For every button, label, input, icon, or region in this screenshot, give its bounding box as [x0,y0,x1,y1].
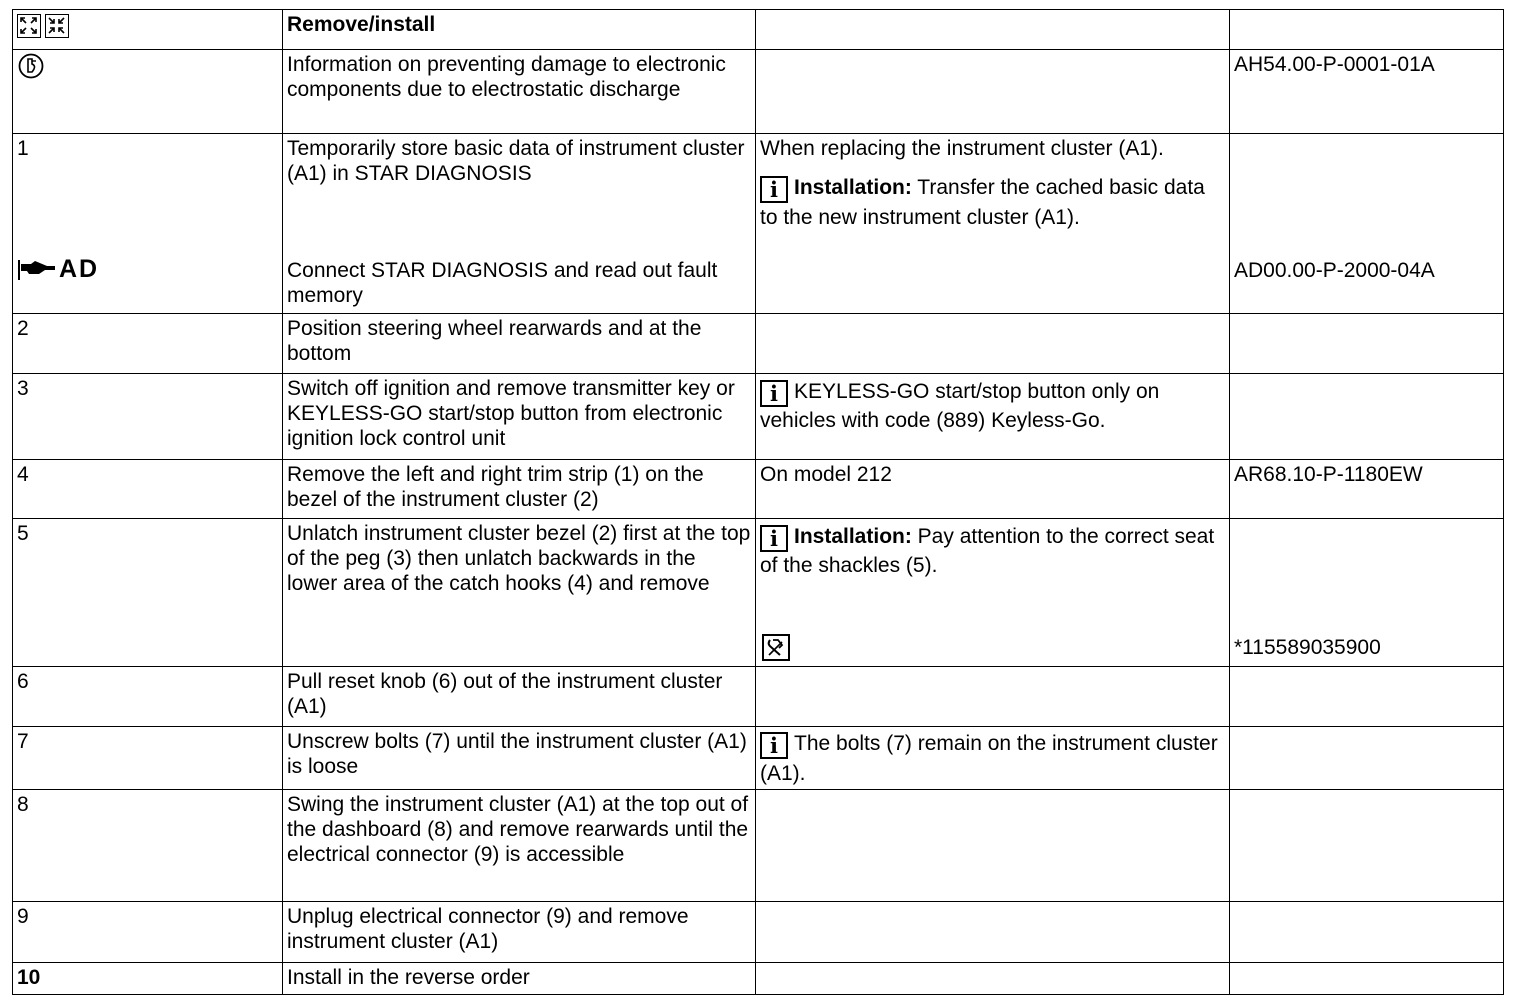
action-cell: Install in the reverse order [283,963,756,995]
info-label: Installation: [794,176,912,199]
step-number: 6 [13,667,283,727]
reference-cell [1230,963,1504,995]
info-icon: i [760,525,788,552]
note-cell [756,667,1230,727]
table-row [13,460,1504,519]
info-icon: i [760,176,788,203]
step-number: 4 [13,460,283,519]
reference-cell [1230,790,1504,902]
reference-cell [1230,519,1504,667]
step-number: 8 [13,790,283,902]
step-number: 7 [13,727,283,790]
action-cell [283,134,756,314]
note-cell [756,314,1230,374]
note-cell [756,374,1230,460]
step-cell [13,134,283,314]
tool-reference-link[interactable]: *115589035900 [1234,636,1381,659]
table-row [13,50,1504,134]
info-note [760,523,1225,579]
action-cell: Position steering wheel rearwards and at the bottom [283,314,756,374]
esd-warning-icon [17,52,45,80]
step-number: 2 [13,314,283,374]
info-label: Installation: [794,525,912,548]
header-icons-cell [13,10,283,50]
info-text: Transfer the cached basic data to the new instrument cluster (A1). [760,176,1205,229]
table-row [13,902,1504,963]
action-cell: Information on preventing damage to electronic components due to electrostatic discharge [283,50,756,134]
header-row [13,10,1504,50]
star-diagnosis-icon [17,257,99,282]
table-row [13,667,1504,727]
procedure-table [12,9,1504,995]
info-text: The bolts (7) remain on the instrument cluster (A1). [760,732,1218,785]
special-tool-icon [762,634,790,661]
note-cell [756,519,1230,667]
step-number: 10 [13,963,283,995]
action-text: Temporarily store basic data of instrument cluster (A1) in STAR DIAGNOSIS [287,137,745,185]
reference-cell [1230,727,1504,790]
note-cell [756,963,1230,995]
ad-label: AD [59,255,100,283]
reference-cell [1230,134,1504,314]
note-cell [756,902,1230,963]
info-text: KEYLESS-GO start/stop button only on vehicles with code (889) Keyless-Go. [760,380,1160,432]
reference-cell [1230,902,1504,963]
table-row [13,374,1504,460]
action-cell: Switch off ignition and remove transmitter key or KEYLESS-GO start/stop button from electronic ignition lock control unit [283,374,756,460]
reference-link[interactable]: AD00.00-P-2000-04A [1234,259,1435,282]
note-cell [756,50,1230,134]
note-text: When replacing the instrument cluster (A1). [760,137,1164,160]
action-cell: Pull reset knob (6) out of the instrument cluster (A1) [283,667,756,727]
reference-cell [1230,314,1504,374]
note-cell [756,134,1230,314]
step-number: 5 [13,519,283,667]
note-cell [756,727,1230,790]
action-cell: Remove the left and right trim strip (1) on the bezel of the instrument cluster (2) [283,460,756,519]
step-number: 1 [17,137,29,160]
step-number: 9 [13,902,283,963]
note-cell [756,790,1230,902]
table-row [13,727,1504,790]
collapse-icon[interactable] [45,14,69,38]
step-cell [13,50,283,134]
reference-link[interactable]: AR68.10-P-1180EW [1230,460,1504,519]
sub-action-text: Connect STAR DIAGNOSIS and read out fault memory [287,259,718,307]
action-cell: Swing the instrument cluster (A1) at the top out of the dashboard (8) and remove rearwards until the electrical connector (9) is accessible [283,790,756,902]
header-title: Remove/install [283,10,756,50]
info-text: Pay attention to the correct seat of the shackles (5). [760,525,1215,577]
table-row [13,790,1504,902]
header-note-cell [756,10,1230,50]
note-cell: On model 212 [756,460,1230,519]
table-row [13,519,1504,667]
info-icon: i [760,380,788,407]
table-row [13,314,1504,374]
info-note [760,173,1225,232]
info-icon: i [760,732,788,759]
reference-link[interactable]: AH54.00-P-0001-01A [1230,50,1504,134]
reference-cell [1230,667,1504,727]
action-cell: Unscrew bolts (7) until the instrument cluster (A1) is loose [283,727,756,790]
action-cell: Unlatch instrument cluster bezel (2) first at the top of the peg (3) then unlatch backwards in the lower area of the catch hooks (4) and remove [283,519,756,667]
table-row [13,963,1504,995]
action-cell: Unplug electrical connector (9) and remove instrument cluster (A1) [283,902,756,963]
reference-cell [1230,374,1504,460]
table-row [13,134,1504,314]
step-number: 3 [13,374,283,460]
header-ref-cell [1230,10,1504,50]
expand-icon[interactable] [17,14,41,38]
